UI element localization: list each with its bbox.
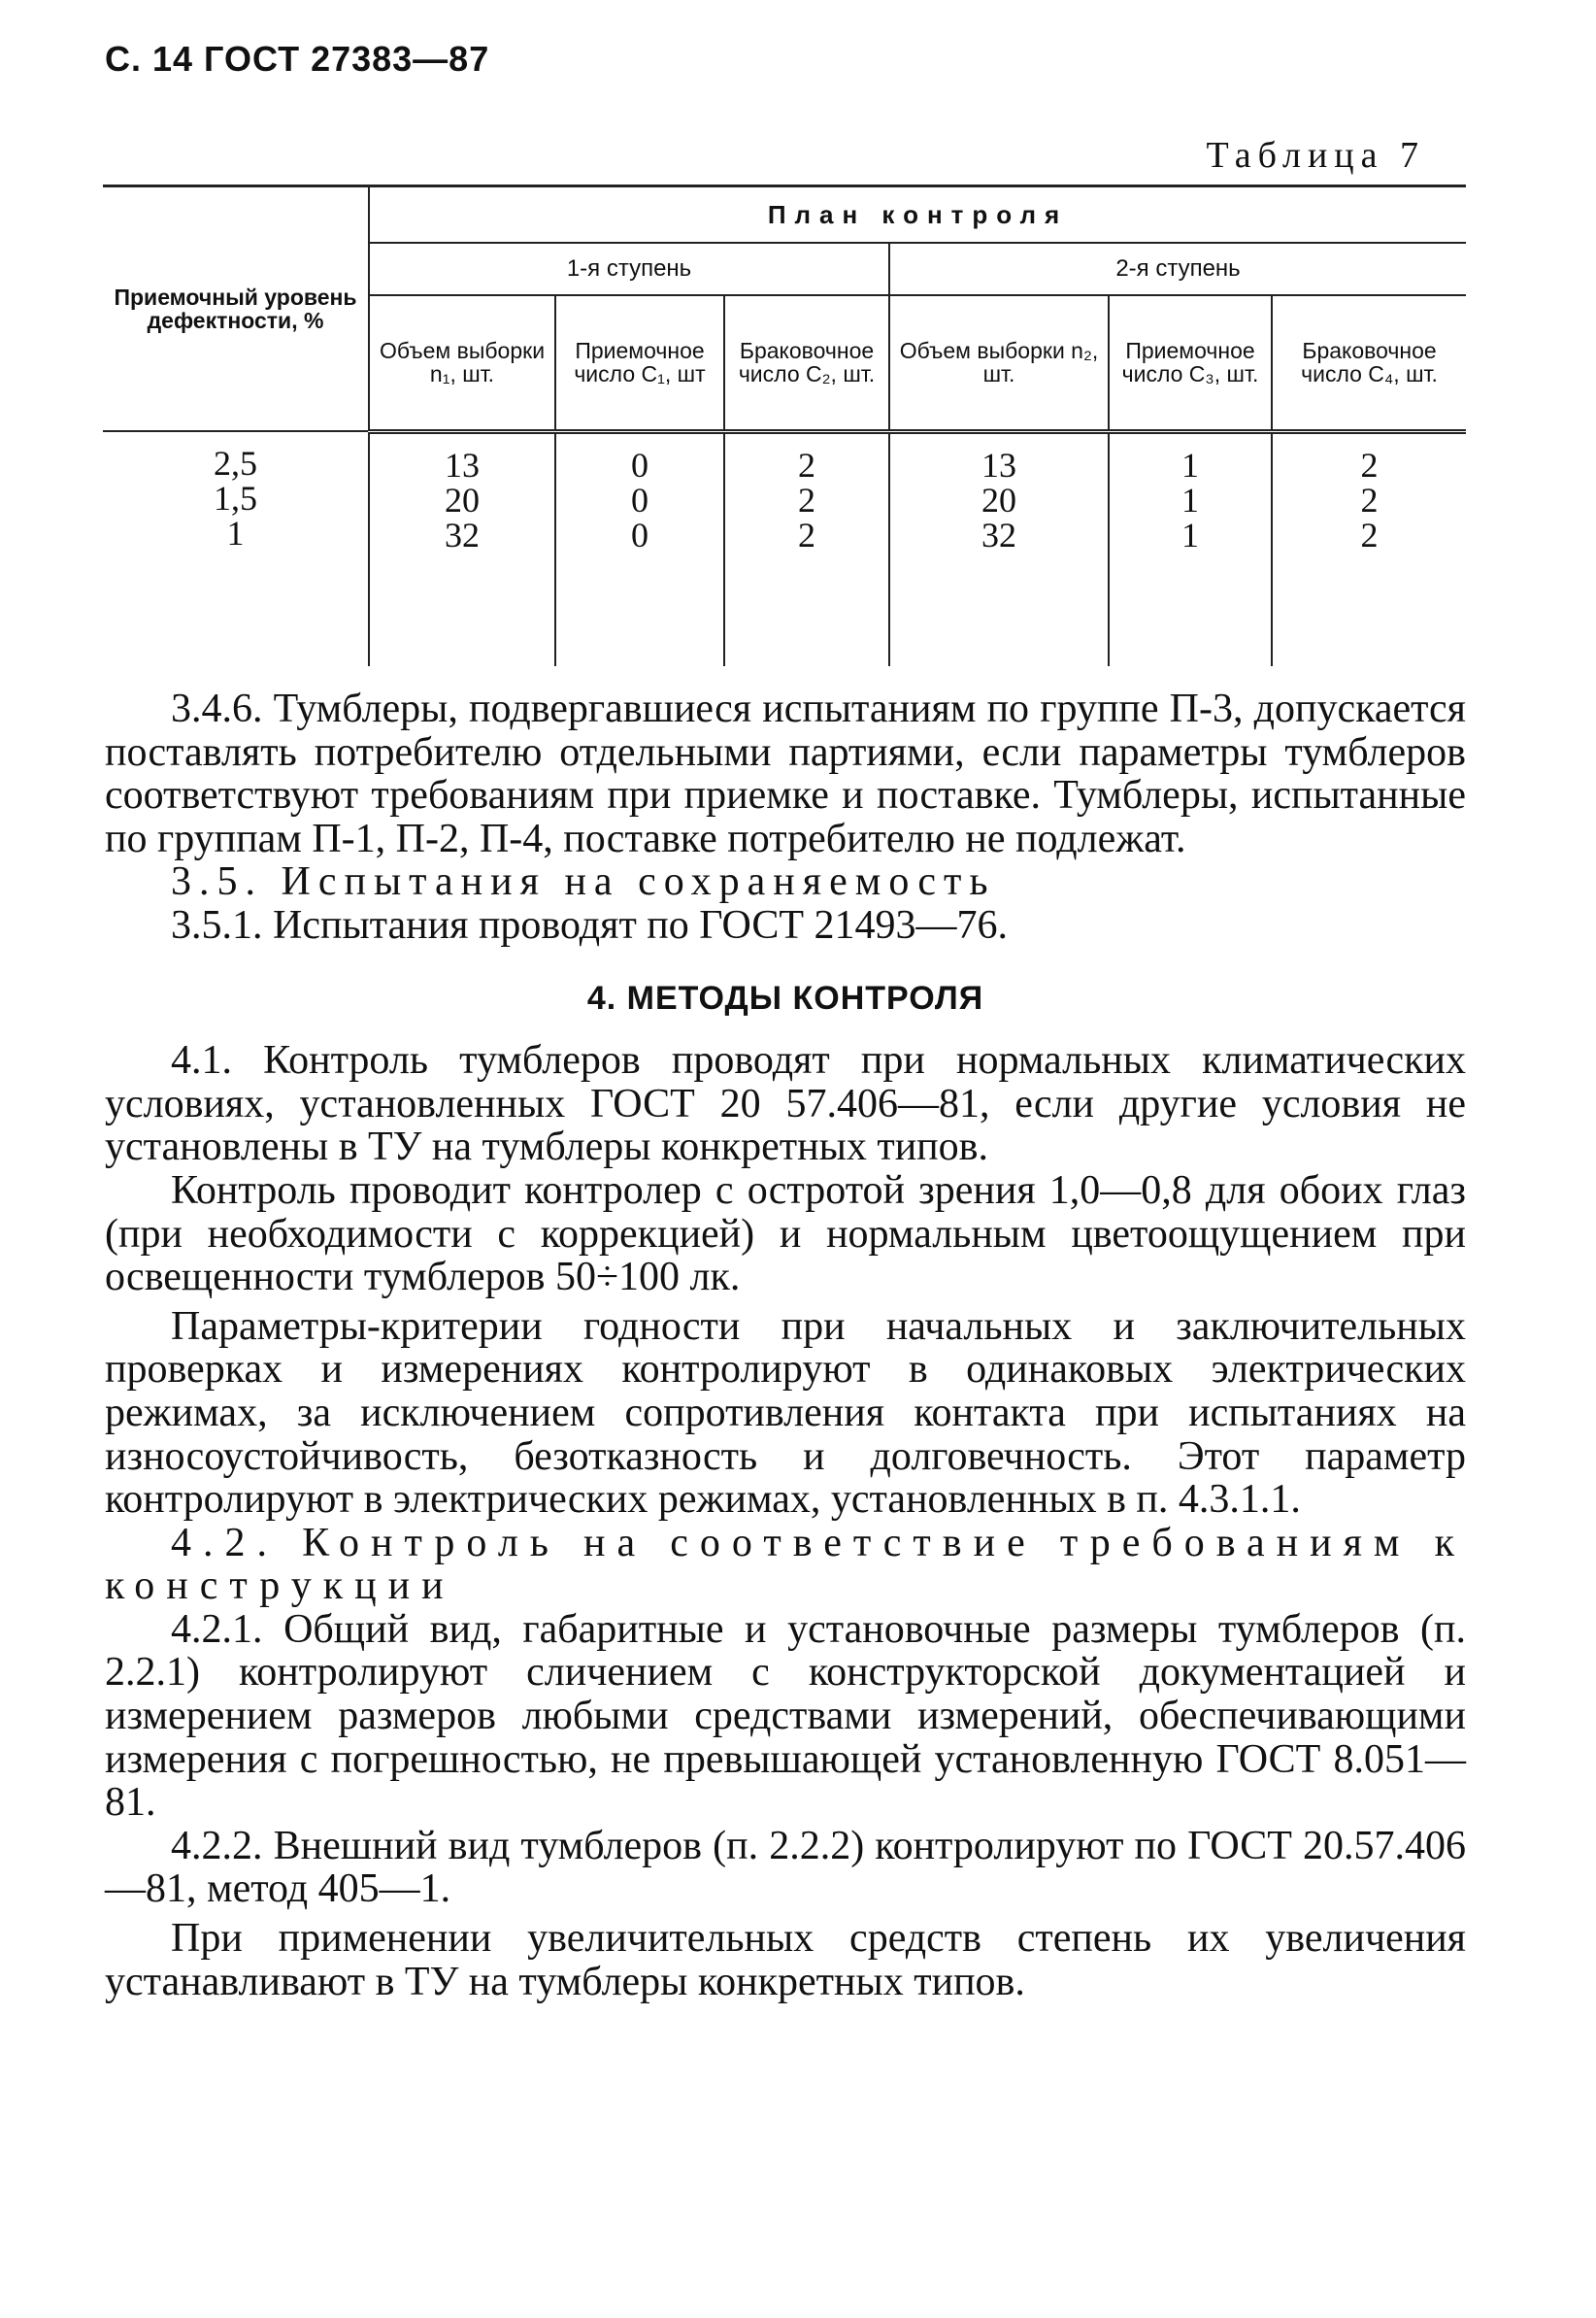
table-column-values bbox=[555, 431, 724, 666]
paragraph-3-5-1: 3.5.1. Испытания проводят по ГОСТ 21493—76. bbox=[171, 902, 1009, 948]
page-header: С. 14 ГОСТ 27383—87 bbox=[105, 39, 490, 79]
table-cell: 32 bbox=[445, 515, 480, 554]
table-cell: 1 bbox=[226, 514, 245, 553]
table-cell: 0 bbox=[631, 480, 648, 520]
table-body bbox=[103, 431, 1466, 666]
table-cell: 2 bbox=[1360, 515, 1379, 554]
header-acceptance-number-3: Приемочное число C₃, шт. bbox=[1109, 295, 1272, 431]
table-cell: 1 bbox=[1181, 480, 1199, 520]
table-cell: 2 bbox=[1360, 480, 1379, 520]
table-cell: 13 bbox=[981, 445, 1016, 485]
header-rejection-number-4: Браковочное число C₄, шт. bbox=[1272, 295, 1466, 431]
header-acceptance-number-1: Приемочное число C₁, шт bbox=[555, 295, 724, 431]
table-cell: 20 bbox=[981, 480, 1016, 520]
table-column-values bbox=[1109, 431, 1272, 666]
header-stage-1: 1-я ступень bbox=[369, 243, 889, 295]
table-cell: 20 bbox=[445, 480, 480, 520]
table-cell: 0 bbox=[631, 445, 648, 485]
table-column-values bbox=[724, 431, 889, 666]
table-cell: 1,5 bbox=[214, 479, 257, 518]
table-column-values bbox=[369, 431, 555, 666]
header-stage-2: 2-я ступень bbox=[889, 243, 1466, 295]
table-cell: 2 bbox=[1360, 445, 1379, 485]
section-title-4: 4. МЕТОДЫ КОНТРОЛЯ bbox=[586, 979, 984, 1017]
table-cell: 2 bbox=[798, 480, 815, 520]
heading-3-5: 3.5. Испытания на сохраняемость bbox=[171, 859, 996, 905]
header-rejection-number-2: Браковочное число C₂, шт. bbox=[724, 295, 889, 431]
table-column-values bbox=[889, 431, 1109, 666]
control-plan-table bbox=[103, 185, 1466, 666]
heading-4-2: 4.2. Контроль на соответствие требованиям к конструкции bbox=[105, 1520, 1466, 1609]
table-cell: 2,5 bbox=[214, 444, 257, 483]
table-cell: 2 bbox=[798, 445, 815, 485]
paragraph-3-4-6: 3.4.6. Тумблеры, подвергавшиеся испытаниям по группе П-3, допускается поставлять потребителю отдельными партиями, если параметры тумблеров соответствуют требованиям при приемке и поставке. Тумблеры, испытанные по группам П-1, П-2, П-4, поставке потребителю не подлежат. bbox=[105, 687, 1466, 861]
paragraph-4-1-vision: Контроль проводит контролер с остротой зрения 1,0—0,8 для обоих глаз (при необходимости с коррекцией) и нормальным цветоощущением при освещенности тумблеров 50÷100 лк. bbox=[105, 1167, 1466, 1300]
paragraph-4-2-2-magnification: При применении увеличительных средств степень их увеличения устанавливают в ТУ на тумблеры конкретных типов. bbox=[105, 1916, 1466, 2004]
table-cell: 32 bbox=[981, 515, 1016, 554]
table-column-values bbox=[1272, 431, 1466, 666]
header-acceptance-level: Приемочный уровень дефектности, % bbox=[103, 186, 369, 432]
table-cell: 1 bbox=[1181, 515, 1199, 554]
paragraph-4-2-2: 4.2.2. Внешний вид тумблеров (п. 2.2.2) контролируют по ГОСТ 20.57.406—81, метод 405—1. bbox=[105, 1823, 1466, 1912]
document-body bbox=[105, 688, 1466, 2003]
table-cell: 13 bbox=[445, 445, 480, 485]
table-cell: 0 bbox=[631, 515, 648, 554]
paragraph-4-1: 4.1. Контроль тумблеров проводят при нормальных климатических условиях, установленных ГОСТ 20 57.406—81, если другие условия не установлены в ТУ на тумблеры конкретных типов. bbox=[105, 1038, 1466, 1170]
table-cell: 1 bbox=[1181, 445, 1199, 485]
table-cell: 2 bbox=[798, 515, 815, 554]
paragraph-4-2-1: 4.2.1. Общий вид, габаритные и установочные размеры тумблеров (п. 2.2.1) контролируют сличением с конструкторской документацией и измерением размеров любыми средствами измерений, обеспечивающими измерения с погрешностью, не превышающей установленную ГОСТ 8.051—81. bbox=[105, 1606, 1466, 1826]
table-label: Таблица 7 bbox=[1206, 135, 1425, 176]
header-control-plan: План контроля bbox=[369, 186, 1466, 244]
header-sample-size-1: Объем выборки n₁, шт. bbox=[369, 295, 555, 431]
paragraph-4-1-parameters: Параметры-критерии годности при начальных и заключительных проверках и измерениях контролируют в одинаковых электрических режимах, за исключением сопротивления контакта при испытаниях на износоустойчивость, безотказность и долговечность. Этот параметр контролируют в электрических режимах, установленных в п. 4.3.1.1. bbox=[105, 1303, 1466, 1523]
table-column-values bbox=[103, 431, 369, 666]
header-sample-size-2: Объем выборки n₂, шт. bbox=[889, 295, 1109, 431]
